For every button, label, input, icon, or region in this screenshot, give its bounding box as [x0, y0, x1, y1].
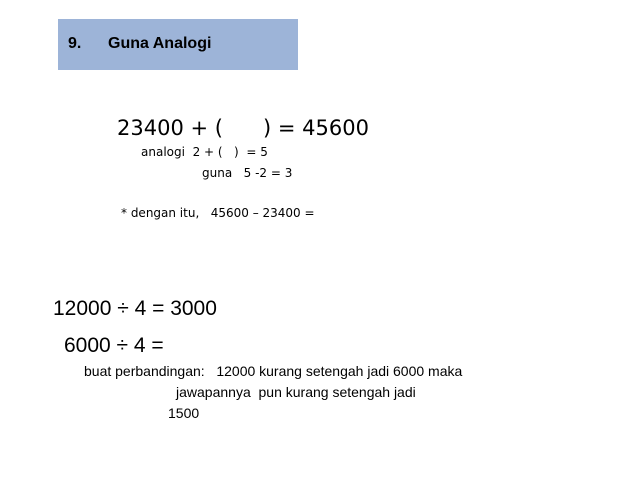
explanation-answer: 1500 — [168, 405, 200, 421]
use-line — [202, 166, 292, 180]
therefore-text: * dengan itu, 45600 – 23400 = — [121, 206, 315, 220]
division-line-1-text: 12000 ÷ 4 = 3000 — [53, 297, 217, 320]
explanation-line-1 — [84, 363, 462, 380]
analogy-line — [141, 145, 268, 159]
division-line-2-text: 6000 ÷ 4 = — [64, 334, 164, 357]
explanation-line-1-text: buat perbandingan: 12000 kurang setengah jadi 6000 maka — [84, 363, 463, 379]
analogy-text: analogi 2 + ( ) = 5 — [141, 145, 268, 159]
therefore-line — [121, 206, 315, 220]
main-equation-text: 23400 + ( ) = 45600 — [117, 116, 369, 140]
title-banner — [58, 19, 298, 70]
division-line-1 — [53, 296, 217, 322]
title-number: 9. — [68, 35, 82, 52]
main-equation — [117, 115, 369, 141]
explanation-line-3 — [168, 405, 199, 422]
division-line-2 — [64, 333, 164, 359]
explanation-line-2 — [176, 384, 416, 401]
title-text: Guna Analogi — [108, 35, 212, 52]
explanation-line-2-text: jawapannya pun kurang setengah jadi — [176, 384, 416, 400]
use-text: guna 5 -2 = 3 — [202, 166, 293, 180]
